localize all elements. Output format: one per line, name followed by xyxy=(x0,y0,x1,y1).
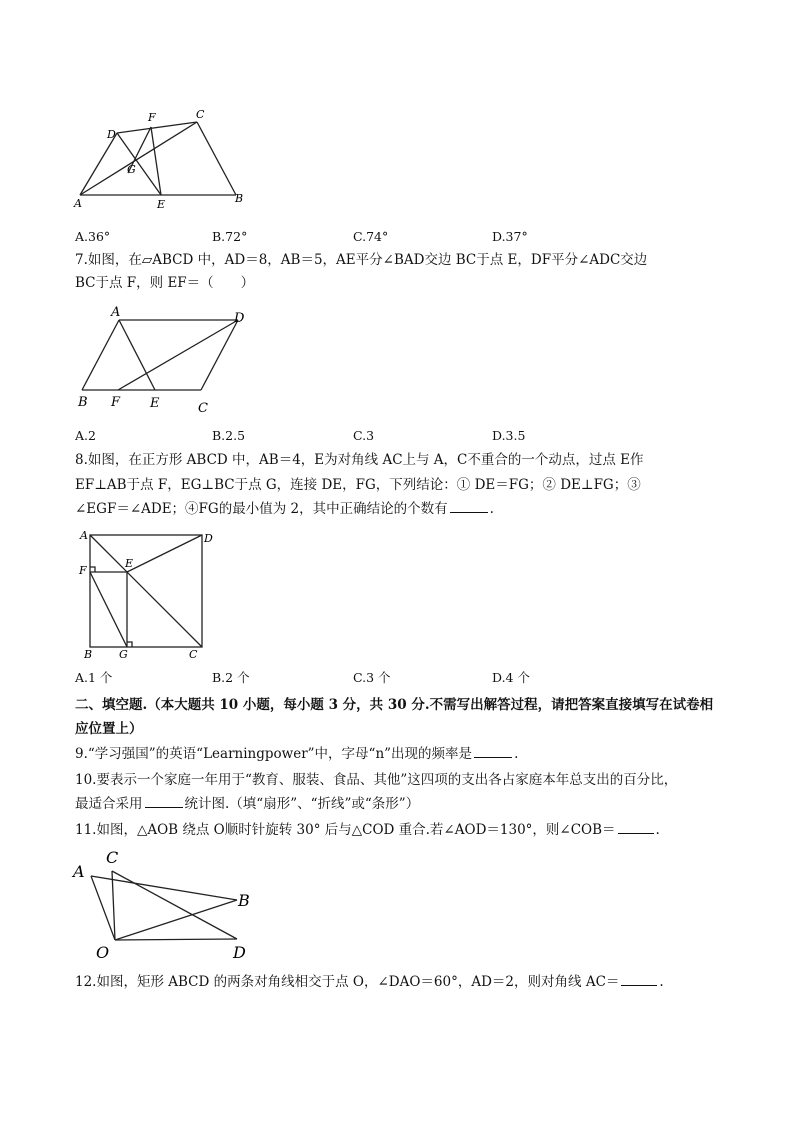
fig11-label-D: D xyxy=(233,943,246,962)
q12-answer-blank[interactable] xyxy=(621,973,657,986)
q8-option-c: C.3 个 xyxy=(353,670,391,685)
fig8-label-B: B xyxy=(84,648,93,661)
fig11-label-B: B xyxy=(238,891,250,910)
q12 xyxy=(75,973,664,991)
q9-text: 9.“学习强国”的英语“Learningpower”中，字母“n”出现的频率是 xyxy=(75,746,473,762)
fig6-label-B: B xyxy=(235,192,244,205)
q9-answer-blank[interactable] xyxy=(474,745,512,758)
fig11-label-C: C xyxy=(106,848,119,867)
fig6-label-G: G xyxy=(127,163,136,176)
q10-line1: 10.要表示一个家庭一年用于“教育、服装、食品、其他”这四项的支出各占家庭本年总支出的百分比， xyxy=(75,772,678,788)
q8-line3-text: ∠EGF＝∠ADE；④FG的最小值为 2，其中正确结论的个数有 xyxy=(75,501,448,517)
q8-answer-blank[interactable] xyxy=(450,500,488,513)
q6-option-d: D.37° xyxy=(492,229,528,244)
section2-heading-line2: 应位置上） xyxy=(75,721,143,737)
q6-option-a: A.36° xyxy=(75,229,111,244)
fig6-label-E: E xyxy=(157,198,166,211)
q8-option-a: A.1 个 xyxy=(75,670,113,685)
q7-option-b: B.2.5 xyxy=(212,428,246,443)
fig7-label-C: C xyxy=(198,401,208,416)
q7-option-c: C.3 xyxy=(353,428,375,443)
fig7-label-D: D xyxy=(234,311,245,326)
q11 xyxy=(75,821,660,839)
fig6-label-A: A xyxy=(74,197,82,210)
q11-end: . xyxy=(655,822,660,838)
fig8-label-D: D xyxy=(204,532,213,545)
q11-text: 11.如图，△AOB 绕点 O顺时针旋转 30° 后与△COD 重合.若∠AOD＝130°，则∠COB＝ xyxy=(75,822,616,838)
q10-line2 xyxy=(75,795,419,813)
fig11-label-O: O xyxy=(96,943,110,962)
fig8-label-A: A xyxy=(80,529,88,542)
q8-line3-end: . xyxy=(489,501,494,517)
q8-line1: 8.如图，在正方形 ABCD 中，AB＝4，E为对角线 AC上与 A，C不重合的一个动点，过点 E作 xyxy=(75,452,644,468)
fig8-label-C: C xyxy=(189,648,198,661)
q6-option-c: C.74° xyxy=(353,229,389,244)
fig8-label-F: F xyxy=(79,564,87,577)
q7-option-a: A.2 xyxy=(75,428,96,443)
fig6-label-C: C xyxy=(196,108,205,121)
q8-line2: EF⊥AB于点 F，EG⊥BC于点 G，连接 DE，FG，下列结论：① DE＝FG；② DE⊥FG；③ xyxy=(75,477,641,493)
q8-option-b: B.2 个 xyxy=(212,670,250,685)
q10-line2-post: 统计图.（填“扇形”、“折线”或“条形”） xyxy=(184,796,420,812)
fig6-label-D: D xyxy=(107,128,116,141)
q11-answer-blank[interactable] xyxy=(618,821,654,834)
q12-end: . xyxy=(659,974,664,990)
q7-line2: BC于点 F，则 EF＝（ ） xyxy=(75,275,255,291)
q10-line2-pre: 最适合采用 xyxy=(75,796,143,812)
q8-figure xyxy=(75,525,225,665)
q8-option-d: D.4 个 xyxy=(492,670,530,685)
q9 xyxy=(75,745,518,763)
fig7-label-E: E xyxy=(150,396,160,411)
fig7-label-B: B xyxy=(78,395,88,410)
fig8-label-G: G xyxy=(119,648,128,661)
q9-end: . xyxy=(514,746,519,762)
fig7-label-A: A xyxy=(111,305,121,320)
fig7-label-F: F xyxy=(111,395,121,410)
q8-line3 xyxy=(75,500,494,518)
q12-text: 12.如图，矩形 ABCD 的两条对角线相交于点 O，∠DAO＝60°，AD＝2，则对角线 AC＝ xyxy=(75,974,620,990)
q7-option-d: D.3.5 xyxy=(492,428,526,443)
q10-answer-blank[interactable] xyxy=(145,795,183,808)
q11-figure xyxy=(70,845,270,965)
q7-figure xyxy=(70,300,270,420)
fig11-label-A: A xyxy=(73,862,85,881)
section2-heading-line1: 二、填空题.（本大题共 10 小题，每小题 3 分，共 30 分.不需写出解答过程，请把答案直接填写在试卷相 xyxy=(75,697,714,713)
fig6-label-F: F xyxy=(148,111,156,124)
q7-line1: 7.如图，在▱ABCD 中，AD＝8，AB＝5，AE平分∠BAD交边 BC于点 E，DF平分∠ADC交边 xyxy=(75,252,648,268)
fig8-label-E: E xyxy=(125,557,134,570)
q6-figure xyxy=(70,105,250,220)
q6-option-b: B.72° xyxy=(212,229,248,244)
